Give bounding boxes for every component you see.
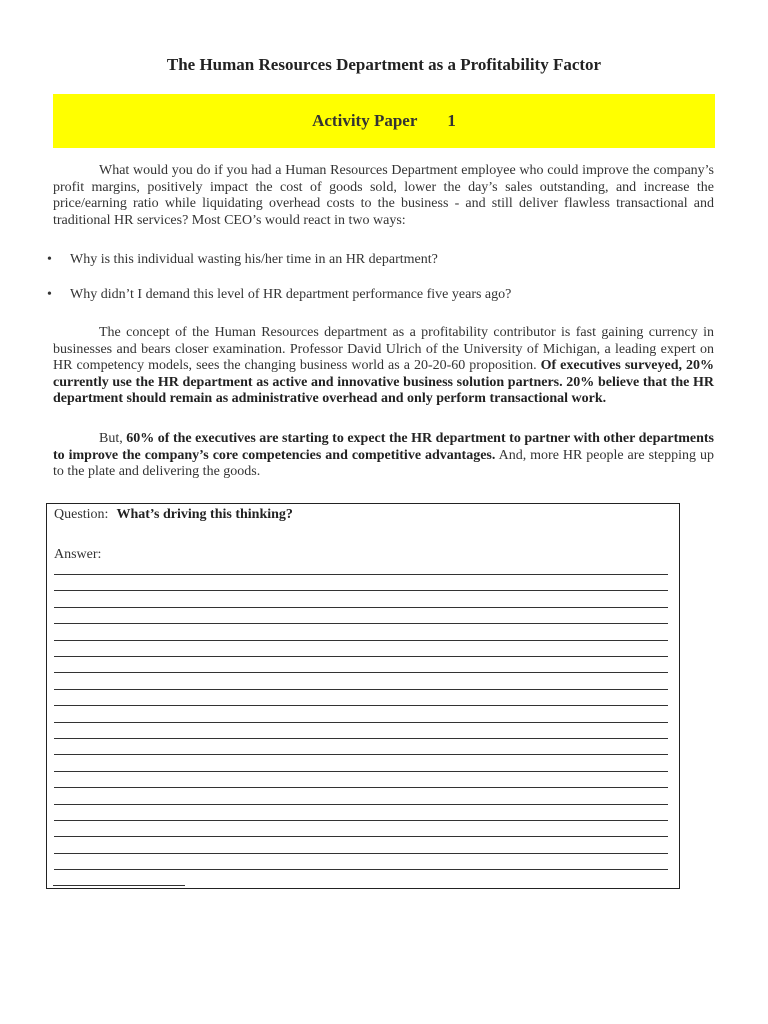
answer-line[interactable] xyxy=(54,722,668,723)
answer-line[interactable] xyxy=(54,754,668,755)
intro-paragraph xyxy=(53,163,714,229)
answer-line[interactable] xyxy=(54,853,668,854)
intro-paragraph-text: What would you do if you had a Human Resources Department employee who could improve the company’s profit margins, positively impact the cost of goods sold, lower the day’s sales outstanding, and increase the price/earning ratio while liquidating overhead costs to the business - and still deliver flawless transactional and traditional HR services? Most CEO’s would react in two ways: xyxy=(53,163,714,228)
answer-line[interactable] xyxy=(54,672,668,673)
answer-line-continuation xyxy=(53,885,185,886)
answer-line[interactable] xyxy=(54,623,668,624)
answer-line[interactable] xyxy=(54,820,668,821)
answer-label: Answer: xyxy=(54,547,102,562)
concept-paragraph-bold-text: Of executives surveyed, 20% currently use the HR department as active and innovative business solution partners. 20% believe that the HR department should remain as administrative overhead and only perform transactional work. xyxy=(53,358,715,406)
answer-line[interactable] xyxy=(54,738,668,739)
answer-line[interactable] xyxy=(54,656,668,657)
answer-line[interactable] xyxy=(54,787,668,788)
bullet-dot-icon: • xyxy=(47,252,52,267)
question-text: What’s driving this thinking? xyxy=(116,507,293,522)
answer-line[interactable] xyxy=(54,836,668,837)
answer-line[interactable] xyxy=(54,689,668,690)
activity-paper-banner xyxy=(53,94,715,148)
executives-paragraph-lead: But, xyxy=(99,431,123,446)
concept-paragraph-text: The concept of the Human Resources department as a profitability contributor is fast gaining currency in businesses and bears closer examination. Professor David Ulrich of the University of Michigan, a leading expert on HR competency models, sees the changing business world as a 20-20-60 proposition. xyxy=(53,325,714,373)
answer-line[interactable] xyxy=(54,590,668,591)
answer-line[interactable] xyxy=(54,869,668,870)
executives-paragraph-bold-text: 60% of the executives are starting to expect the HR department to partner with other departments to improve the company’s core competencies and competitive advantages. xyxy=(53,431,715,463)
question-label: Question: xyxy=(54,507,109,522)
banner-label: Activity Paper xyxy=(312,111,418,130)
answer-line[interactable] xyxy=(54,804,668,805)
question-line xyxy=(54,507,293,523)
question-box xyxy=(46,503,680,889)
executives-paragraph xyxy=(53,431,714,481)
banner-number: 1 xyxy=(447,111,456,130)
answer-line[interactable] xyxy=(54,607,668,608)
answer-line[interactable] xyxy=(54,574,668,575)
concept-paragraph xyxy=(53,325,714,408)
answer-line[interactable] xyxy=(54,771,668,772)
bullet-dot-icon: • xyxy=(47,287,52,302)
executives-paragraph-tail: And, more HR people are stepping up to the plate and delivering the goods. xyxy=(53,447,714,479)
answer-line[interactable] xyxy=(54,640,668,641)
answer-line[interactable] xyxy=(54,705,668,706)
bullet-text: Why didn’t I demand this level of HR department performance five years ago? xyxy=(70,287,512,302)
bullet-text: Why is this individual wasting his/her time in an HR department? xyxy=(70,252,438,267)
page-title: The Human Resources Department as a Profitability Factor xyxy=(166,55,602,74)
